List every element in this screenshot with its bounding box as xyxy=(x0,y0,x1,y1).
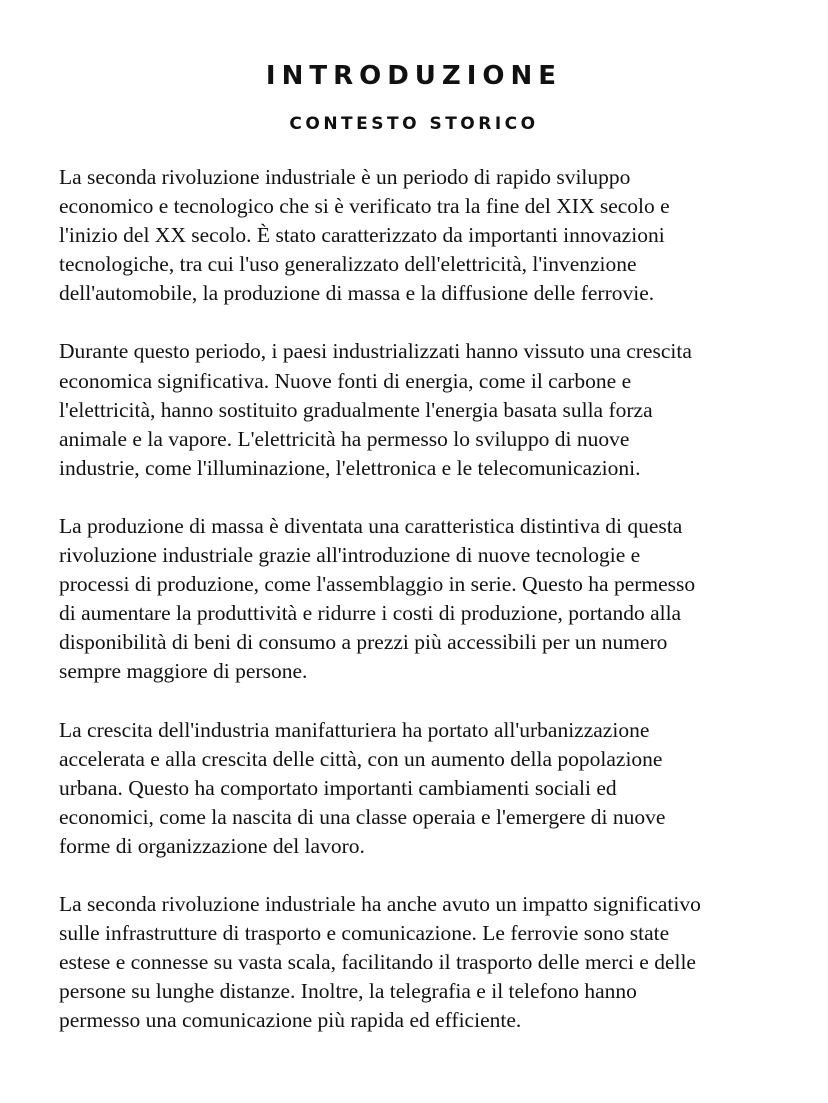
text-line: sempre maggiore di persone. xyxy=(59,659,308,684)
document-body xyxy=(59,163,779,1064)
paragraph-3 xyxy=(59,512,779,687)
text-line: l'inizio del XX secolo. È stato caratterizzato da importanti innovazioni xyxy=(59,223,665,248)
page-subtitle: CONTESTO STORICO xyxy=(289,114,539,134)
text-line: accelerata e alla crescita delle città, con un aumento della popolazione xyxy=(59,746,663,771)
paragraph-5 xyxy=(59,890,779,1035)
text-line: dell'automobile, la produzione di massa e la diffusione delle ferrovie. xyxy=(59,281,655,306)
text-line: industrie, come l'illuminazione, l'elettronica e le telecomunicazioni. xyxy=(59,455,641,480)
text-line: disponibilità di beni di consumo a prezzi più accessibili per un numero xyxy=(59,630,668,655)
text-line: di aumentare la produttività e ridurre i costi di produzione, portando alla xyxy=(59,601,682,626)
text-line: persone su lunghe distanze. Inoltre, la telegrafia e il telefono hanno xyxy=(59,979,637,1004)
text-line: animale e la vapore. L'elettricità ha permesso lo sviluppo di nuove xyxy=(59,426,630,451)
text-line: La crescita dell'industria manifatturiera ha portato all'urbanizzazione xyxy=(59,717,650,742)
text-line: economico e tecnologico che si è verificato tra la fine del XIX secolo e xyxy=(59,194,670,219)
page-title: INTRODUZIONE xyxy=(265,61,563,91)
text-line: estese e connesse su vasta scala, facilitando il trasporto delle merci e delle xyxy=(59,950,696,975)
text-line: rivoluzione industriale grazie all'introduzione di nuove tecnologie e xyxy=(59,543,641,568)
paragraph-1 xyxy=(59,163,779,308)
text-line: processi di produzione, come l'assemblaggio in serie. Questo ha permesso xyxy=(59,572,696,597)
text-line: tecnologiche, tra cui l'uso generalizzato dell'elettricità, l'invenzione xyxy=(59,252,637,277)
text-line: economica significativa. Nuove fonti di energia, come il carbone e xyxy=(59,368,632,393)
text-line: urbana. Questo ha comportato importanti cambiamenti sociali ed xyxy=(59,775,617,800)
text-line: sulle infrastrutture di trasporto e comunicazione. Le ferrovie sono state xyxy=(59,921,670,946)
paragraph-4 xyxy=(59,716,779,861)
text-line: permesso una comunicazione più rapida ed efficiente. xyxy=(59,1008,522,1033)
text-line: economici, come la nascita di una classe operaia e l'emergere di nuove xyxy=(59,804,666,829)
text-line: Durante questo periodo, i paesi industrializzati hanno vissuto una crescita xyxy=(59,339,692,364)
text-line: La seconda rivoluzione industriale ha anche avuto un impatto significativo xyxy=(59,891,701,916)
text-line: l'elettricità, hanno sostituito gradualmente l'energia basata sulla forza xyxy=(59,397,653,422)
text-line: La produzione di massa è diventata una caratteristica distintiva di questa xyxy=(59,513,683,538)
text-line: La seconda rivoluzione industriale è un periodo di rapido sviluppo xyxy=(59,165,631,189)
text-line: forme di organizzazione del lavoro. xyxy=(59,833,365,858)
paragraph-2 xyxy=(59,337,779,482)
